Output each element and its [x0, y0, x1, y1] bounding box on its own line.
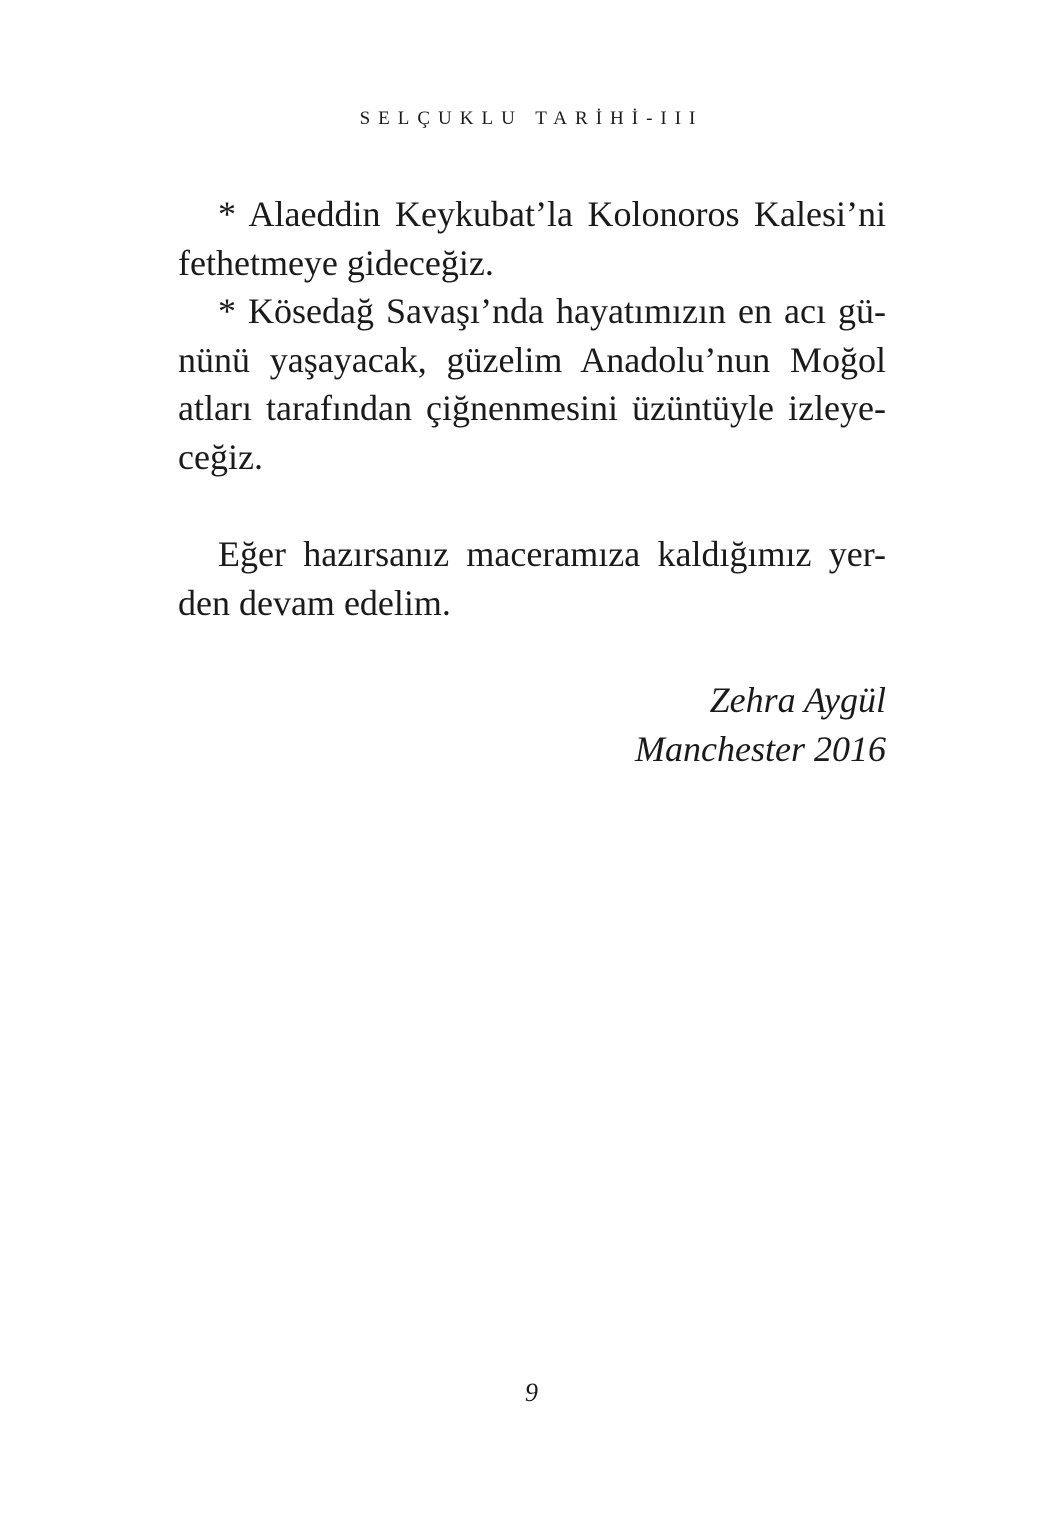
text-line: fethetmeye gideceğiz.: [178, 242, 494, 283]
author-name: Zehra Aygül: [709, 680, 886, 720]
text-line: nünü yaşayacak, güzelim Anadolu’nun Moğol: [178, 339, 886, 380]
text-line: atları tarafından çiğnenmesini üzüntüyle izleye-: [178, 388, 886, 428]
page-number: 9: [525, 1378, 538, 1407]
running-header: SELÇUKLU TARİHİ-III: [359, 108, 704, 129]
paragraph-kosedag: [178, 287, 886, 481]
text-line: Eğer hazırsanız maceramıza kaldığımız yer-: [218, 534, 886, 574]
text-line: * Alaeddin Keykubat’la Kolonoros Kalesi’ni: [218, 194, 886, 234]
paragraph-keykubat: [178, 190, 886, 287]
text-line: ceğiz.: [178, 436, 263, 477]
place-year: Manchester 2016: [635, 728, 886, 769]
text-line: den devam edelim.: [178, 582, 451, 623]
text-line: * Kösedağ Savaşı’nda hayatımızın en acı gü-: [218, 291, 886, 331]
signature-block: [635, 676, 886, 773]
paragraph-closing: [178, 530, 886, 627]
